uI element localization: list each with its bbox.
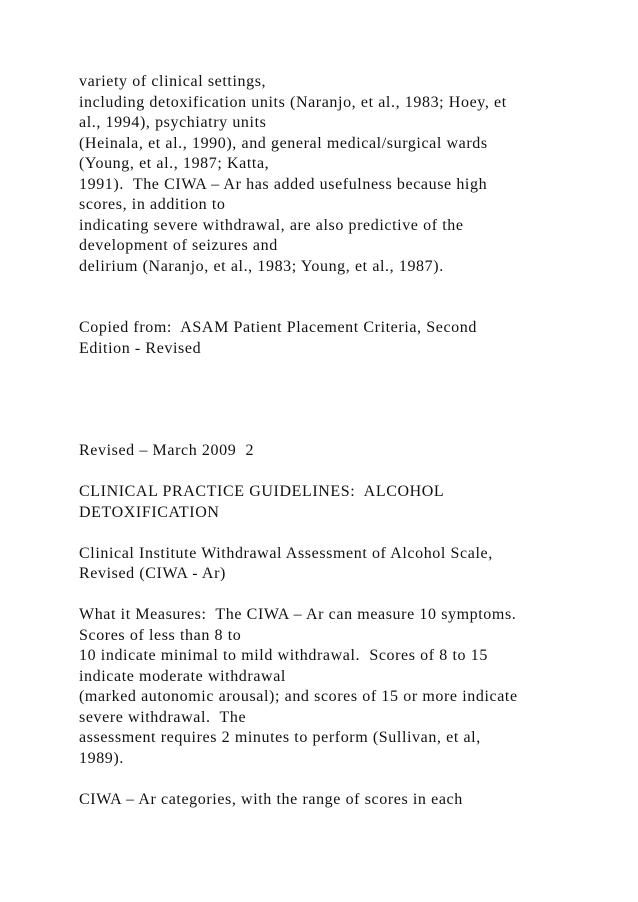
spacer xyxy=(79,359,619,380)
text-line: 1989). xyxy=(79,749,124,767)
section-heading xyxy=(79,482,619,523)
text-line: development of seizures and xyxy=(79,237,278,254)
text-line: delirium (Naranjo, et al., 1983; Young, et al., 1987). xyxy=(79,257,444,275)
categories-paragraph xyxy=(79,790,619,811)
measures-paragraph xyxy=(79,605,619,769)
spacer xyxy=(79,585,619,606)
text-line: indicating severe withdrawal, are also predictive of the xyxy=(79,216,464,234)
spacer xyxy=(79,298,619,319)
spacer xyxy=(79,421,619,442)
spacer xyxy=(79,462,619,483)
text-line: (Young, et al., 1987; Katta, xyxy=(79,155,270,172)
text-line: Scores of less than 8 to xyxy=(79,626,242,644)
text-line: indicate moderate withdrawal xyxy=(79,667,286,685)
text-line: severe withdrawal. The xyxy=(79,708,247,726)
text-line: Clinical Institute Withdrawal Assessment of Alcohol Scale, xyxy=(79,544,493,562)
text-line: CIWA – Ar categories, with the range of scores in each xyxy=(79,790,463,808)
text-line: assessment requires 2 minutes to perform (Sullivan, et al, xyxy=(79,729,481,746)
text-line: scores, in addition to xyxy=(79,196,226,213)
text-line: Revised (CIWA - Ar) xyxy=(79,565,226,582)
document-body xyxy=(79,72,619,810)
scale-title xyxy=(79,544,619,585)
text-line: variety of clinical settings, xyxy=(79,73,267,90)
spacer xyxy=(79,277,619,298)
text-line: 1991). The CIWA – Ar has added usefulness because high xyxy=(79,175,488,193)
spacer xyxy=(79,400,619,421)
spacer xyxy=(79,523,619,544)
spacer xyxy=(79,380,619,401)
text-line: DETOXIFICATION xyxy=(79,503,220,521)
text-line: (marked autonomic arousal); and scores of 15 or more indicate xyxy=(79,688,518,705)
text-line: Copied from: ASAM Patient Placement Criteria, Second xyxy=(79,319,477,336)
text-line: al., 1994), psychiatry units xyxy=(79,114,267,131)
spacer xyxy=(79,769,619,790)
text-line: CLINICAL PRACTICE GUIDELINES: ALCOHOL xyxy=(79,483,445,500)
source-citation xyxy=(79,318,619,359)
page-footer: Revised – March 2009 2 xyxy=(79,442,255,459)
text-line: What it Measures: The CIWA – Ar can measure 10 symptoms. xyxy=(79,606,517,623)
text-line: Edition - Revised xyxy=(79,339,202,357)
intro-paragraph xyxy=(79,72,619,277)
text-line: 10 indicate minimal to mild withdrawal. Scores of 8 to 15 xyxy=(79,647,488,664)
text-line: (Heinala, et al., 1990), and general medical/surgical wards xyxy=(79,134,488,152)
text-line: including detoxification units (Naranjo, et al., 1983; Hoey, et xyxy=(79,93,507,111)
